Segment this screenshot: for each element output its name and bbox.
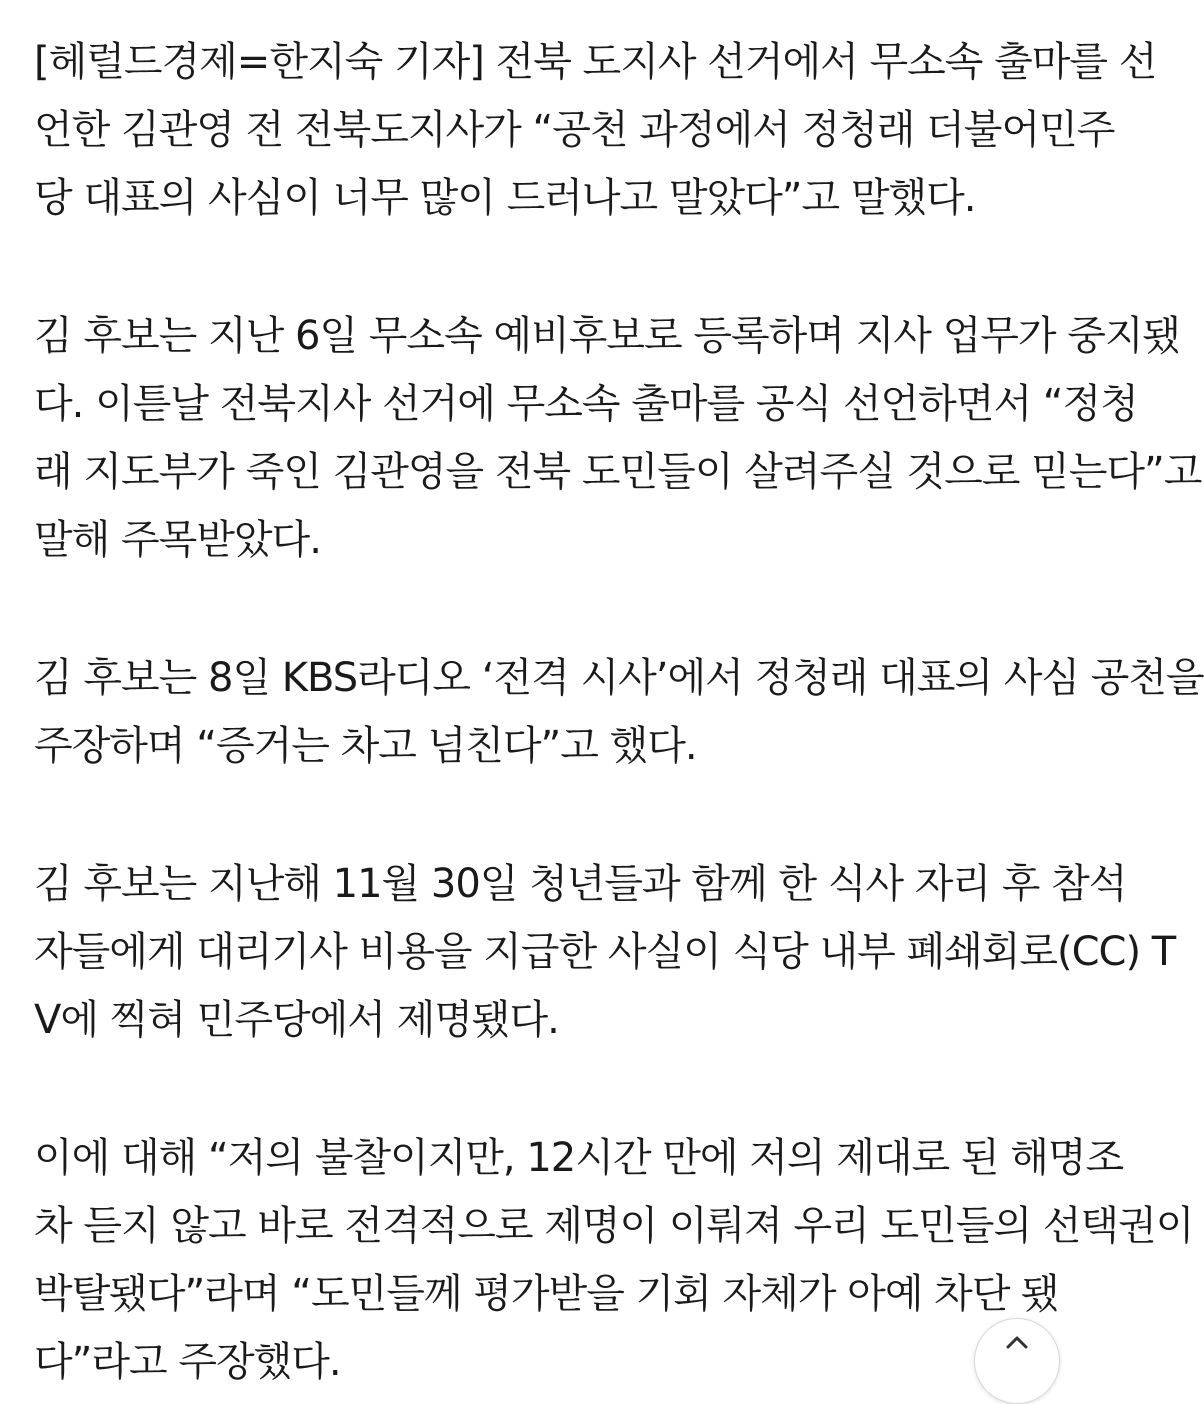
- article-body: [34, 32, 1204, 1400]
- paragraph-line: 박탈됐다”라며 “도민들께 평가받을 기회 자체가 아예 차단 됐: [34, 1271, 1059, 1317]
- paragraph-line: V에 찍혀 민주당에서 제명됐다.: [34, 997, 559, 1043]
- paragraph-line: 김 후보는 지난 6일 무소속 예비후보로 등록하며 지사 업무가 중지됐: [34, 313, 1181, 359]
- paragraph-line: 주장하며 “증거는 차고 넘친다”고 했다.: [34, 723, 697, 769]
- paragraph-line: 말해 주목받았다.: [34, 517, 321, 563]
- paragraph-line: 래 지도부가 죽인 김관영을 전북 도민들이 살려주실 것으로 믿는다”고: [34, 449, 1202, 495]
- paragraph-line: [헤럴드경제=한지숙 기자] 전북 도지사 선거에서 무소속 출마를 선: [34, 39, 1157, 85]
- paragraph-spacer: [34, 784, 1046, 854]
- paragraph-spacer: [34, 1058, 1046, 1128]
- paragraph-line: 차 듣지 않고 바로 전격적으로 제명이 이뤄져 우리 도민들의 선택권이: [34, 1203, 1194, 1249]
- paragraph-line: 이에 대해 “저의 불찰이지만, 12시간 만에 저의 제대로 된 해명조: [34, 1135, 1124, 1181]
- paragraph-line: 다. 이튿날 전북지사 선거에 무소속 출마를 공식 선언하면서 “정청: [34, 381, 1138, 427]
- paragraph-line: 김 후보는 8일 KBS라디오 ‘전격 시사’에서 정청래 대표의 사심 공천을: [34, 655, 1204, 701]
- chevron-up-icon: [1005, 1335, 1029, 1349]
- paragraph-line: 다”라고 주장했다.: [34, 1339, 341, 1385]
- paragraph-1: [34, 32, 1157, 236]
- paragraph-4: [34, 854, 1176, 1058]
- paragraph-line: 당 대표의 사심이 너무 많이 드러나고 말았다”고 말했다.: [34, 175, 976, 221]
- paragraph-3: [34, 648, 1204, 784]
- paragraph-line: 자들에게 대리기사 비용을 지급한 사실이 식당 내부 폐쇄회로(CC) T: [34, 929, 1176, 975]
- paragraph-2: [34, 306, 1202, 578]
- paragraph-line: 언한 김관영 전 전북도지사가 “공천 과정에서 정청래 더불어민주: [34, 107, 1115, 153]
- paragraph-5: [34, 1128, 1194, 1400]
- scroll-to-top-button[interactable]: [974, 1318, 1060, 1404]
- paragraph-spacer: [34, 236, 1046, 306]
- paragraph-line: 김 후보는 지난해 11월 30일 청년들과 함께 한 식사 자리 후 참석: [34, 861, 1127, 907]
- paragraph-spacer: [34, 578, 1046, 648]
